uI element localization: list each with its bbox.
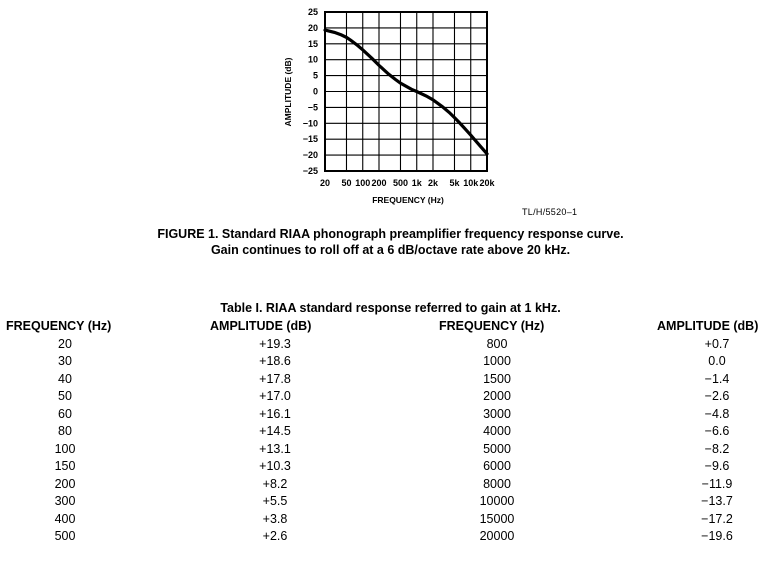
cell-frequency-1: 150 [54,459,76,473]
x-tick-label: 100 [355,178,371,188]
cell-frequency-1: 40 [58,371,72,386]
cell-amplitude-2: −13.7 [701,494,733,508]
cell-amplitude-1: +3.8 [262,511,288,526]
y-axis-ticks [303,7,318,176]
y-tick-label: −20 [302,150,318,161]
x-tick-label: 500 [392,178,409,188]
header-frequency-2: FREQUENCY (Hz) [439,319,545,333]
x-tick-label: 2k [427,178,439,188]
y-tick-label: 25 [307,7,318,17]
cell-frequency-1: 500 [54,529,76,543]
table-row [0,337,781,355]
riaa-table [0,319,781,547]
cell-frequency-2: 10000 [479,494,515,508]
figure-caption-line-1: FIGURE 1. Standard RIAA phonograph preamplifier frequency response curve. [157,227,624,241]
x-tick-label: 10k [463,178,479,188]
figure-caption [0,226,781,258]
cell-amplitude-2: −9.6 [704,459,730,473]
cell-amplitude-1: +2.6 [262,529,288,543]
cell-frequency-2: 8000 [483,476,511,491]
cell-amplitude-2: −1.4 [704,371,730,386]
cell-amplitude-2: −17.2 [701,511,733,526]
cell-amplitude-2: 0.0 [708,354,726,368]
x-axis-label: FREQUENCY (Hz) [372,195,444,205]
x-axis-ticks [320,178,496,188]
cell-amplitude-1: +8.2 [262,476,288,491]
header-frequency-1: FREQUENCY (Hz) [6,319,112,333]
cell-frequency-1: 100 [54,441,76,456]
table-row [0,494,781,512]
table-row [0,354,781,372]
cell-frequency-1: 200 [54,476,76,491]
cell-frequency-1: 80 [58,424,72,438]
cell-amplitude-2: +0.7 [704,336,730,351]
cell-frequency-2: 800 [486,336,508,351]
cell-frequency-1: 300 [54,494,76,508]
cell-amplitude-1: +10.3 [259,459,291,473]
y-tick-label: 5 [312,70,318,81]
cell-amplitude-1: +5.5 [262,494,288,508]
table-caption: Table I. RIAA standard response referred to gain at 1 kHz. [220,301,561,315]
table-row [0,442,781,460]
y-tick-label: 10 [307,54,318,65]
frequency-response-chart [270,2,510,207]
x-tick-label: 1k [411,178,422,188]
y-tick-label: 20 [307,22,318,33]
cell-amplitude-1: +14.5 [259,424,291,438]
cell-amplitude-1: +18.6 [259,354,291,368]
table-row [0,372,781,390]
y-tick-label: 15 [307,38,318,49]
header-amplitude-2: AMPLITUDE (dB) [657,319,759,333]
x-tick-label: 50 [341,178,352,188]
table-row [0,477,781,495]
y-tick-label: −10 [302,118,318,129]
cell-frequency-2: 5000 [483,441,511,456]
chart-grid [325,12,487,171]
table-row [0,529,781,547]
table-row [0,459,781,477]
table-body [0,337,781,547]
y-tick-label: −15 [302,134,318,145]
table-row [0,389,781,407]
x-tick-label: 200 [371,178,387,188]
table-row [0,424,781,442]
figure-caption-line-2: Gain continues to roll off at a 6 dB/octave rate above 20 kHz. [210,243,571,257]
y-tick-label: 0 [312,86,318,97]
cell-frequency-2: 3000 [483,406,511,421]
x-tick-label: 20k [479,178,495,188]
cell-amplitude-1: +13.1 [259,441,291,456]
table-row [0,512,781,530]
cell-frequency-2: 20000 [479,529,515,543]
cell-amplitude-2: −11.9 [701,476,733,491]
cell-frequency-2: 1000 [483,354,511,368]
figure-reference-code: TL/H/5520–1 [522,207,578,217]
y-tick-label: −5 [307,102,318,113]
cell-amplitude-1: +17.0 [259,389,291,403]
cell-frequency-2: 4000 [483,424,511,438]
cell-frequency-1: 50 [58,389,72,403]
cell-amplitude-2: −4.8 [704,406,730,421]
y-axis-label: AMPLITUDE (dB) [283,57,293,127]
cell-amplitude-1: +19.3 [259,336,291,351]
cell-amplitude-1: +16.1 [259,406,291,421]
cell-amplitude-1: +17.8 [259,371,291,386]
y-tick-label: −25 [302,166,318,176]
cell-frequency-2: 6000 [483,459,511,473]
table-row [0,407,781,425]
cell-amplitude-2: −6.6 [704,424,730,438]
cell-frequency-2: 15000 [479,511,515,526]
cell-frequency-1: 60 [58,406,72,421]
x-tick-label: 20 [319,178,331,188]
cell-frequency-1: 20 [58,336,72,351]
x-tick-label: 5k [449,178,460,188]
cell-frequency-1: 400 [54,511,76,526]
cell-amplitude-2: −2.6 [704,389,730,403]
cell-amplitude-2: −19.6 [701,529,733,543]
table-header-row [0,319,781,337]
header-amplitude-1: AMPLITUDE (dB) [210,319,312,333]
cell-frequency-1: 30 [58,354,72,368]
cell-frequency-2: 1500 [483,371,511,386]
cell-amplitude-2: −8.2 [704,441,730,456]
cell-frequency-2: 2000 [483,389,511,403]
